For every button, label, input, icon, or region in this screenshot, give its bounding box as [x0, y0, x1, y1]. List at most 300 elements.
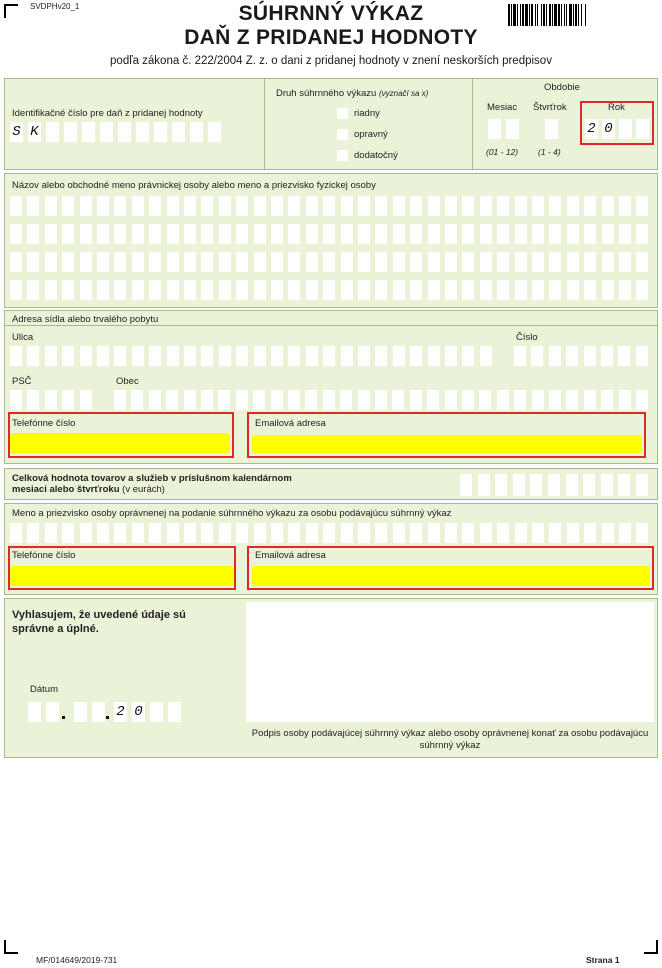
checkbox-corrective[interactable]	[337, 129, 348, 140]
date-cell[interactable]	[132, 702, 145, 722]
name-cell[interactable]	[515, 224, 527, 244]
total-value-cell[interactable]	[460, 474, 472, 496]
name-cell[interactable]	[567, 224, 579, 244]
name-cell[interactable]	[428, 196, 440, 216]
authorized-person-cell[interactable]	[549, 523, 561, 543]
name-cell[interactable]	[567, 252, 579, 272]
name-cell[interactable]	[341, 224, 353, 244]
total-value-cell[interactable]	[636, 474, 648, 496]
number-cell[interactable]	[566, 346, 578, 366]
city-cell[interactable]	[445, 390, 457, 410]
name-cell[interactable]	[62, 196, 74, 216]
authorized-person-cell[interactable]	[45, 523, 57, 543]
name-cell[interactable]	[532, 252, 544, 272]
postal-code-cell[interactable]	[10, 390, 22, 410]
name-cell[interactable]	[27, 280, 39, 300]
name-cell[interactable]	[45, 280, 57, 300]
name-cell[interactable]	[114, 280, 126, 300]
vat-id-cell[interactable]	[82, 122, 95, 142]
name-cell[interactable]	[602, 280, 614, 300]
name-cell[interactable]	[167, 280, 179, 300]
postal-code-cell[interactable]	[45, 390, 57, 410]
city-cell[interactable]	[358, 390, 370, 410]
vat-id-cell[interactable]	[118, 122, 131, 142]
street-cell[interactable]	[306, 346, 318, 366]
date-cell[interactable]	[92, 702, 105, 722]
name-cell[interactable]	[149, 280, 161, 300]
name-cell[interactable]	[358, 224, 370, 244]
phone2-redacted[interactable]	[10, 566, 234, 586]
street-cell[interactable]	[114, 346, 126, 366]
city-cell[interactable]	[566, 390, 578, 410]
authorized-person-cell[interactable]	[341, 523, 353, 543]
name-cell[interactable]	[480, 252, 492, 272]
city-cell[interactable]	[218, 390, 230, 410]
street-cell[interactable]	[254, 346, 266, 366]
name-cell[interactable]	[62, 252, 74, 272]
name-cell[interactable]	[358, 196, 370, 216]
authorized-person-cell[interactable]	[497, 523, 509, 543]
name-cell[interactable]	[97, 280, 109, 300]
street-cell[interactable]	[184, 346, 196, 366]
street-cell[interactable]	[323, 346, 335, 366]
authorized-person-cell[interactable]	[393, 523, 405, 543]
checkbox-supplementary[interactable]	[337, 150, 348, 161]
name-cell[interactable]	[497, 196, 509, 216]
authorized-person-cell[interactable]	[132, 523, 144, 543]
name-cell[interactable]	[497, 280, 509, 300]
street-cell[interactable]	[167, 346, 179, 366]
name-cell[interactable]	[567, 196, 579, 216]
name-cell[interactable]	[132, 252, 144, 272]
name-cell[interactable]	[62, 224, 74, 244]
name-cell[interactable]	[254, 280, 266, 300]
name-cell[interactable]	[184, 224, 196, 244]
authorized-person-cell[interactable]	[271, 523, 283, 543]
name-cell[interactable]	[149, 252, 161, 272]
postal-code-cell[interactable]	[62, 390, 74, 410]
name-cell[interactable]	[114, 252, 126, 272]
name-cell[interactable]	[184, 252, 196, 272]
street-cell[interactable]	[480, 346, 492, 366]
authorized-person-cell[interactable]	[480, 523, 492, 543]
street-cell[interactable]	[410, 346, 422, 366]
name-cell[interactable]	[584, 280, 596, 300]
name-cell[interactable]	[306, 196, 318, 216]
total-value-cell[interactable]	[495, 474, 507, 496]
name-cell[interactable]	[236, 280, 248, 300]
authorized-person-cell[interactable]	[567, 523, 579, 543]
name-cell[interactable]	[619, 224, 631, 244]
street-cell[interactable]	[341, 346, 353, 366]
name-cell[interactable]	[567, 280, 579, 300]
authorized-person-cell[interactable]	[619, 523, 631, 543]
city-cell[interactable]	[514, 390, 526, 410]
number-cell[interactable]	[584, 346, 596, 366]
name-cell[interactable]	[236, 252, 248, 272]
street-cell[interactable]	[393, 346, 405, 366]
total-value-cell[interactable]	[548, 474, 560, 496]
street-cell[interactable]	[288, 346, 300, 366]
name-cell[interactable]	[288, 224, 300, 244]
street-cell[interactable]	[45, 346, 57, 366]
name-cell[interactable]	[306, 280, 318, 300]
email2-redacted[interactable]	[252, 566, 650, 586]
name-cell[interactable]	[375, 224, 387, 244]
name-cell[interactable]	[445, 224, 457, 244]
vat-id-cell[interactable]	[154, 122, 167, 142]
city-cell[interactable]	[375, 390, 387, 410]
name-cell[interactable]	[219, 280, 231, 300]
authorized-person-cell[interactable]	[323, 523, 335, 543]
name-cell[interactable]	[219, 196, 231, 216]
total-value-cell[interactable]	[530, 474, 542, 496]
vat-id-cell[interactable]	[64, 122, 77, 142]
name-cell[interactable]	[271, 224, 283, 244]
city-cell[interactable]	[201, 390, 213, 410]
name-cell[interactable]	[288, 252, 300, 272]
name-cell[interactable]	[602, 196, 614, 216]
city-cell[interactable]	[253, 390, 265, 410]
name-cell[interactable]	[254, 252, 266, 272]
name-cell[interactable]	[619, 252, 631, 272]
name-cell[interactable]	[184, 280, 196, 300]
name-cell[interactable]	[636, 196, 648, 216]
street-cell[interactable]	[62, 346, 74, 366]
name-cell[interactable]	[80, 196, 92, 216]
vat-id-cell[interactable]	[208, 122, 221, 142]
name-cell[interactable]	[410, 252, 422, 272]
name-cell[interactable]	[306, 252, 318, 272]
name-cell[interactable]	[97, 252, 109, 272]
name-cell[interactable]	[45, 224, 57, 244]
street-cell[interactable]	[271, 346, 283, 366]
city-cell[interactable]	[619, 390, 631, 410]
name-cell[interactable]	[549, 196, 561, 216]
name-cell[interactable]	[549, 280, 561, 300]
name-cell[interactable]	[306, 224, 318, 244]
authorized-person-cell[interactable]	[114, 523, 126, 543]
authorized-person-cell[interactable]	[236, 523, 248, 543]
name-cell[interactable]	[532, 224, 544, 244]
city-cell[interactable]	[166, 390, 178, 410]
name-cell[interactable]	[619, 280, 631, 300]
city-cell[interactable]	[392, 390, 404, 410]
month-cell-1[interactable]	[488, 119, 501, 139]
city-cell[interactable]	[271, 390, 283, 410]
authorized-person-cell[interactable]	[532, 523, 544, 543]
name-cell[interactable]	[10, 224, 22, 244]
name-cell[interactable]	[167, 196, 179, 216]
authorized-person-cell[interactable]	[97, 523, 109, 543]
name-cell[interactable]	[10, 196, 22, 216]
name-cell[interactable]	[80, 224, 92, 244]
street-cell[interactable]	[236, 346, 248, 366]
name-cell[interactable]	[410, 196, 422, 216]
name-cell[interactable]	[410, 224, 422, 244]
authorized-person-cell[interactable]	[462, 523, 474, 543]
city-cell[interactable]	[636, 390, 648, 410]
postal-code-cell[interactable]	[80, 390, 92, 410]
authorized-person-cell[interactable]	[445, 523, 457, 543]
name-cell[interactable]	[462, 252, 474, 272]
city-cell[interactable]	[340, 390, 352, 410]
city-cell[interactable]	[584, 390, 596, 410]
name-cell[interactable]	[515, 252, 527, 272]
name-cell[interactable]	[445, 196, 457, 216]
name-cell[interactable]	[393, 280, 405, 300]
name-cell[interactable]	[167, 252, 179, 272]
name-cell[interactable]	[132, 196, 144, 216]
name-cell[interactable]	[167, 224, 179, 244]
city-cell[interactable]	[532, 390, 544, 410]
authorized-person-cell[interactable]	[201, 523, 213, 543]
name-cell[interactable]	[201, 224, 213, 244]
phone-redacted[interactable]	[10, 433, 230, 453]
name-cell[interactable]	[323, 252, 335, 272]
street-cell[interactable]	[132, 346, 144, 366]
vat-id-cell[interactable]	[190, 122, 203, 142]
authorized-person-cell[interactable]	[636, 523, 648, 543]
name-cell[interactable]	[462, 280, 474, 300]
name-cell[interactable]	[27, 196, 39, 216]
city-cell[interactable]	[305, 390, 317, 410]
name-cell[interactable]	[97, 224, 109, 244]
name-cell[interactable]	[584, 196, 596, 216]
street-cell[interactable]	[375, 346, 387, 366]
authorized-person-cell[interactable]	[27, 523, 39, 543]
name-cell[interactable]	[219, 224, 231, 244]
number-cell[interactable]	[549, 346, 561, 366]
city-cell[interactable]	[497, 390, 509, 410]
name-cell[interactable]	[201, 280, 213, 300]
authorized-person-cell[interactable]	[167, 523, 179, 543]
name-cell[interactable]	[515, 280, 527, 300]
city-cell[interactable]	[323, 390, 335, 410]
name-cell[interactable]	[636, 224, 648, 244]
authorized-person-cell[interactable]	[306, 523, 318, 543]
name-cell[interactable]	[515, 196, 527, 216]
authorized-person-cell[interactable]	[10, 523, 22, 543]
city-cell[interactable]	[462, 390, 474, 410]
city-cell[interactable]	[601, 390, 613, 410]
name-cell[interactable]	[393, 196, 405, 216]
postal-code-cell[interactable]	[27, 390, 39, 410]
authorized-person-cell[interactable]	[602, 523, 614, 543]
name-cell[interactable]	[445, 280, 457, 300]
vat-id-cell[interactable]	[136, 122, 149, 142]
name-cell[interactable]	[341, 196, 353, 216]
street-cell[interactable]	[149, 346, 161, 366]
signature-area[interactable]	[246, 602, 654, 722]
street-cell[interactable]	[97, 346, 109, 366]
name-cell[interactable]	[462, 224, 474, 244]
number-cell[interactable]	[531, 346, 543, 366]
name-cell[interactable]	[549, 224, 561, 244]
street-cell[interactable]	[428, 346, 440, 366]
name-cell[interactable]	[201, 196, 213, 216]
name-cell[interactable]	[288, 196, 300, 216]
name-cell[interactable]	[532, 196, 544, 216]
email-redacted[interactable]	[252, 435, 642, 453]
name-cell[interactable]	[636, 280, 648, 300]
name-cell[interactable]	[497, 252, 509, 272]
name-cell[interactable]	[323, 196, 335, 216]
city-cell[interactable]	[236, 390, 248, 410]
name-cell[interactable]	[480, 196, 492, 216]
name-cell[interactable]	[236, 196, 248, 216]
date-cell[interactable]	[168, 702, 181, 722]
name-cell[interactable]	[358, 252, 370, 272]
name-cell[interactable]	[114, 224, 126, 244]
name-cell[interactable]	[602, 252, 614, 272]
authorized-person-cell[interactable]	[358, 523, 370, 543]
name-cell[interactable]	[201, 252, 213, 272]
name-cell[interactable]	[375, 196, 387, 216]
checkbox-regular[interactable]	[337, 108, 348, 119]
city-cell[interactable]	[131, 390, 143, 410]
authorized-person-cell[interactable]	[254, 523, 266, 543]
city-cell[interactable]	[184, 390, 196, 410]
name-cell[interactable]	[497, 224, 509, 244]
authorized-person-cell[interactable]	[375, 523, 387, 543]
name-cell[interactable]	[410, 280, 422, 300]
name-cell[interactable]	[149, 224, 161, 244]
vat-id-cell[interactable]	[46, 122, 59, 142]
city-cell[interactable]	[549, 390, 561, 410]
number-cell[interactable]	[636, 346, 648, 366]
name-cell[interactable]	[445, 252, 457, 272]
name-cell[interactable]	[428, 280, 440, 300]
vat-id-cell[interactable]	[10, 122, 23, 142]
name-cell[interactable]	[636, 252, 648, 272]
date-cell[interactable]	[74, 702, 87, 722]
name-cell[interactable]	[549, 252, 561, 272]
vat-id-cell[interactable]	[172, 122, 185, 142]
date-cell[interactable]	[46, 702, 59, 722]
name-cell[interactable]	[480, 224, 492, 244]
street-cell[interactable]	[80, 346, 92, 366]
city-cell[interactable]	[114, 390, 126, 410]
authorized-person-cell[interactable]	[62, 523, 74, 543]
authorized-person-cell[interactable]	[80, 523, 92, 543]
total-value-cell[interactable]	[601, 474, 613, 496]
name-cell[interactable]	[271, 280, 283, 300]
name-cell[interactable]	[428, 224, 440, 244]
name-cell[interactable]	[619, 196, 631, 216]
name-cell[interactable]	[480, 280, 492, 300]
city-cell[interactable]	[149, 390, 161, 410]
authorized-person-cell[interactable]	[184, 523, 196, 543]
authorized-person-cell[interactable]	[410, 523, 422, 543]
name-cell[interactable]	[219, 252, 231, 272]
total-value-cell[interactable]	[583, 474, 595, 496]
city-cell[interactable]	[427, 390, 439, 410]
date-cell[interactable]	[28, 702, 41, 722]
name-cell[interactable]	[45, 252, 57, 272]
name-cell[interactable]	[132, 224, 144, 244]
quarter-cell[interactable]	[545, 119, 558, 139]
name-cell[interactable]	[97, 196, 109, 216]
name-cell[interactable]	[10, 280, 22, 300]
name-cell[interactable]	[45, 196, 57, 216]
name-cell[interactable]	[149, 196, 161, 216]
name-cell[interactable]	[428, 252, 440, 272]
street-cell[interactable]	[445, 346, 457, 366]
street-cell[interactable]	[201, 346, 213, 366]
name-cell[interactable]	[323, 280, 335, 300]
authorized-person-cell[interactable]	[428, 523, 440, 543]
name-cell[interactable]	[254, 224, 266, 244]
phone2-label: Telefónne číslo	[12, 550, 76, 561]
name-cell[interactable]	[236, 224, 248, 244]
name-cell[interactable]	[254, 196, 266, 216]
city-cell[interactable]	[479, 390, 491, 410]
city-cell[interactable]	[410, 390, 422, 410]
name-cell[interactable]	[462, 196, 474, 216]
street-cell[interactable]	[27, 346, 39, 366]
name-cell[interactable]	[584, 252, 596, 272]
name-cell[interactable]	[271, 252, 283, 272]
name-cell[interactable]	[27, 224, 39, 244]
vat-id-cell[interactable]	[100, 122, 113, 142]
name-cell[interactable]	[288, 280, 300, 300]
name-cell[interactable]	[393, 224, 405, 244]
total-value-cell[interactable]	[513, 474, 525, 496]
name-cell[interactable]	[114, 196, 126, 216]
date-cell[interactable]	[150, 702, 163, 722]
name-cell[interactable]	[10, 252, 22, 272]
authorized-person-cell[interactable]	[219, 523, 231, 543]
total-value-cell[interactable]	[478, 474, 490, 496]
name-cell[interactable]	[184, 196, 196, 216]
city-cell[interactable]	[288, 390, 300, 410]
name-cell[interactable]	[62, 280, 74, 300]
name-cell[interactable]	[323, 224, 335, 244]
number-cell[interactable]	[618, 346, 630, 366]
name-cell[interactable]	[132, 280, 144, 300]
name-cell[interactable]	[358, 280, 370, 300]
name-cell[interactable]	[27, 252, 39, 272]
name-cell[interactable]	[393, 252, 405, 272]
name-cell[interactable]	[375, 252, 387, 272]
date-cell[interactable]	[114, 702, 127, 722]
name-cell[interactable]	[532, 280, 544, 300]
street-cell[interactable]	[219, 346, 231, 366]
month-cell-2[interactable]	[506, 119, 519, 139]
name-cell[interactable]	[80, 252, 92, 272]
name-cell[interactable]	[341, 252, 353, 272]
authorized-person-cell[interactable]	[149, 523, 161, 543]
name-cell[interactable]	[584, 224, 596, 244]
authorized-person-cell[interactable]	[288, 523, 300, 543]
authorized-person-cell[interactable]	[515, 523, 527, 543]
street-cell[interactable]	[462, 346, 474, 366]
street-cell[interactable]	[358, 346, 370, 366]
name-cell[interactable]	[271, 196, 283, 216]
name-cell[interactable]	[375, 280, 387, 300]
street-cell[interactable]	[10, 346, 22, 366]
name-cell[interactable]	[602, 224, 614, 244]
total-value-cell[interactable]	[618, 474, 630, 496]
total-value-cell[interactable]	[566, 474, 578, 496]
name-cell[interactable]	[341, 280, 353, 300]
authorized-person-cell[interactable]	[584, 523, 596, 543]
name-cell[interactable]	[80, 280, 92, 300]
number-cell[interactable]	[514, 346, 526, 366]
number-cell[interactable]	[601, 346, 613, 366]
vat-id-cell[interactable]	[28, 122, 41, 142]
